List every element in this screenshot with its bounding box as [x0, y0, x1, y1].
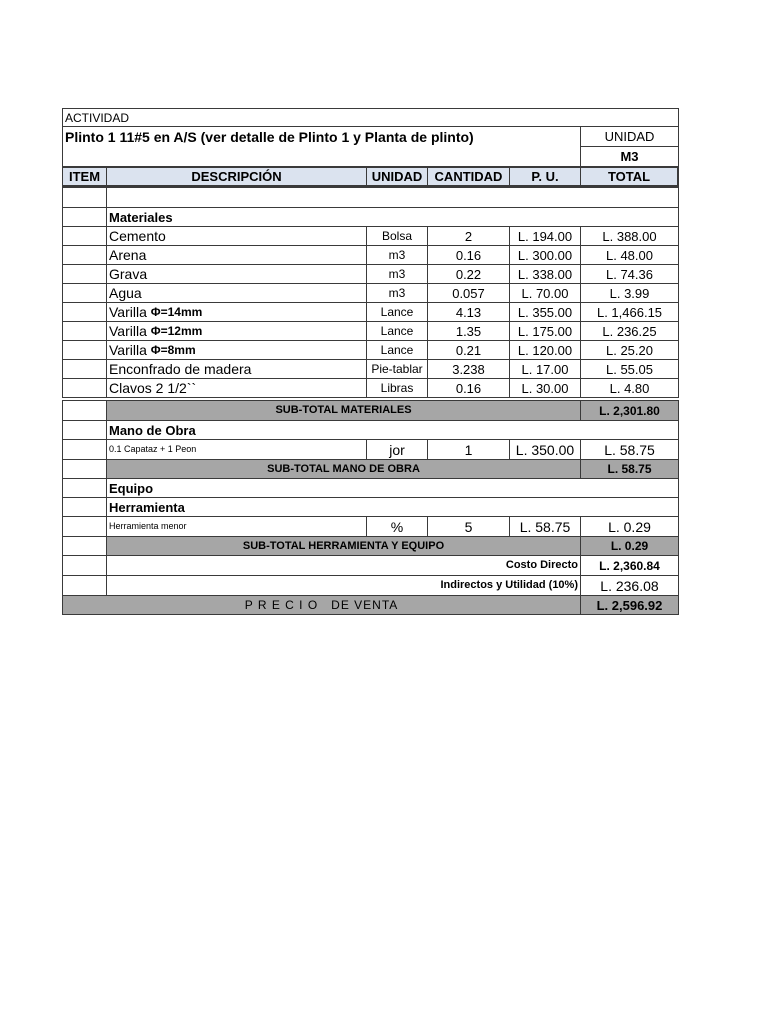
- item-cell: [62, 420, 107, 440]
- table-row: [62, 359, 679, 379]
- section-materiales: [62, 207, 679, 227]
- desc-cell: Arena: [106, 245, 367, 265]
- header-descripcion: DESCRIPCIÓN: [106, 166, 367, 187]
- header-pu: P. U.: [509, 166, 581, 187]
- indirectos-row: [62, 575, 679, 596]
- section-title: Materiales: [106, 207, 679, 227]
- costo-directo-label: Costo Directo: [106, 555, 581, 576]
- table-row: [62, 378, 679, 398]
- total-cell: L. 1,466.15: [580, 302, 679, 322]
- blank-row: [62, 187, 679, 208]
- section-herramienta: [62, 497, 679, 517]
- precio-venta-value: L. 2,596.92: [580, 595, 679, 615]
- table-row: [62, 302, 679, 322]
- pu-cell: L. 175.00: [509, 321, 581, 341]
- qty-cell: 2: [427, 226, 510, 246]
- total-cell: L. 0.29: [580, 516, 679, 537]
- total-cell: L. 388.00: [580, 226, 679, 246]
- desc-cell: [106, 302, 367, 322]
- item-cell: [62, 245, 107, 265]
- rebar-spec: Φ=12mm: [150, 324, 203, 338]
- pu-cell: L. 338.00: [509, 264, 581, 284]
- qty-cell: 1.35: [427, 321, 510, 341]
- pu-cell: L. 58.75: [509, 516, 581, 537]
- item-cell: [62, 359, 107, 379]
- costo-directo-row: [62, 555, 679, 576]
- subtotal-equipo-row: [62, 536, 679, 556]
- item-cell: [62, 536, 107, 556]
- desc-cell: 0.1 Capataz + 1 Peon: [106, 439, 367, 460]
- item-cell: [62, 321, 107, 341]
- desc-cell: Grava: [106, 264, 367, 284]
- item-cell: [62, 478, 107, 498]
- desc-cell: [106, 340, 367, 360]
- unit-cell: Libras: [366, 378, 428, 398]
- total-cell: L. 4.80: [580, 378, 679, 398]
- desc-cell: Clavos 2 1/2``: [106, 378, 367, 398]
- subtotal-value: L. 0.29: [580, 536, 679, 556]
- indirectos-value: L. 236.08: [580, 575, 679, 596]
- pu-cell: L. 355.00: [509, 302, 581, 322]
- rebar-spec: Φ=14mm: [150, 305, 203, 319]
- unit-value-row: [62, 146, 679, 167]
- qty-cell: 0.22: [427, 264, 510, 284]
- activity-title-row: [62, 126, 679, 147]
- header-unidad: UNIDAD: [366, 166, 428, 187]
- qty-cell: 0.16: [427, 378, 510, 398]
- section-title: Herramienta: [106, 497, 679, 517]
- unit-cell: Lance: [366, 340, 428, 360]
- unit-header: UNIDAD: [580, 126, 679, 147]
- desc-text: Varilla: [109, 323, 147, 339]
- desc-cell: Agua: [106, 283, 367, 303]
- costo-directo-value: L. 2,360.84: [580, 555, 679, 576]
- activity-label-row: [62, 108, 679, 127]
- total-cell: L. 25.20: [580, 340, 679, 360]
- table-row: [62, 283, 679, 303]
- qty-cell: 1: [427, 439, 510, 460]
- total-cell: L. 3.99: [580, 283, 679, 303]
- section-mano-obra: [62, 420, 679, 440]
- subtotal-mano-obra-row: [62, 459, 679, 479]
- section-title: Equipo: [106, 478, 679, 498]
- pu-cell: L. 350.00: [509, 439, 581, 460]
- precio-venta-label: P R E C I O DE VENTA: [62, 595, 581, 615]
- unit-cell: Pie-tablar: [366, 359, 428, 379]
- desc-text: Varilla: [109, 304, 147, 320]
- total-cell: L. 236.25: [580, 321, 679, 341]
- item-cell: [62, 575, 107, 596]
- indirectos-label: Indirectos y Utilidad (10%): [106, 575, 581, 596]
- subtotal-label: SUB-TOTAL HERRAMIENTA Y EQUIPO: [106, 536, 581, 556]
- unit-cell: %: [366, 516, 428, 537]
- precio-venta-row: [62, 595, 679, 615]
- item-cell: [62, 497, 107, 517]
- table-header: [62, 166, 679, 187]
- table-row: [62, 226, 679, 246]
- item-cell: [62, 459, 107, 479]
- qty-cell: 0.21: [427, 340, 510, 360]
- pu-cell: L. 17.00: [509, 359, 581, 379]
- header-cantidad: CANTIDAD: [427, 166, 510, 187]
- item-cell: [62, 226, 107, 246]
- item-cell: [62, 439, 107, 460]
- qty-cell: 0.16: [427, 245, 510, 265]
- title-spacer: [62, 146, 581, 167]
- item-cell: [62, 283, 107, 303]
- qty-cell: 4.13: [427, 302, 510, 322]
- section-title: Mano de Obra: [106, 420, 679, 440]
- item-cell: [62, 264, 107, 284]
- item-cell: [62, 340, 107, 360]
- subtotal-materiales-row: [62, 400, 679, 421]
- desc-text: Varilla: [109, 342, 147, 358]
- item-cell: [62, 187, 107, 208]
- desc-cell: Enconfrado de madera: [106, 359, 367, 379]
- item-cell: [62, 378, 107, 398]
- table-row: [62, 516, 679, 537]
- qty-cell: 3.238: [427, 359, 510, 379]
- blank-cell: [106, 187, 679, 208]
- header-total: TOTAL: [580, 166, 679, 187]
- rebar-spec: Φ=8mm: [150, 343, 196, 357]
- unit-cell: jor: [366, 439, 428, 460]
- desc-cell: [106, 321, 367, 341]
- table-row: [62, 321, 679, 341]
- item-cell: [62, 555, 107, 576]
- item-cell: [62, 302, 107, 322]
- desc-cell: Cemento: [106, 226, 367, 246]
- pu-cell: L. 120.00: [509, 340, 581, 360]
- qty-cell: 5: [427, 516, 510, 537]
- unit-cell: Lance: [366, 302, 428, 322]
- unit-cell: m3: [366, 245, 428, 265]
- activity-title: Plinto 1 11#5 en A/S (ver detalle de Plinto 1 y Planta de plinto): [62, 126, 581, 147]
- table-row: [62, 264, 679, 284]
- unit-cell: Bolsa: [366, 226, 428, 246]
- subtotal-label: SUB-TOTAL MATERIALES: [106, 400, 581, 421]
- table-row: [62, 340, 679, 360]
- subtotal-value: L. 2,301.80: [580, 400, 679, 421]
- total-cell: L. 58.75: [580, 439, 679, 460]
- section-equipo: [62, 478, 679, 498]
- table-row: [62, 439, 679, 460]
- qty-cell: 0.057: [427, 283, 510, 303]
- pu-cell: L. 194.00: [509, 226, 581, 246]
- unit-value: M3: [580, 146, 679, 167]
- pu-cell: L. 70.00: [509, 283, 581, 303]
- activity-label: ACTIVIDAD: [62, 108, 679, 127]
- unit-cell: m3: [366, 264, 428, 284]
- total-cell: L. 74.36: [580, 264, 679, 284]
- subtotal-label: SUB-TOTAL MANO DE OBRA: [106, 459, 581, 479]
- pu-cell: L. 300.00: [509, 245, 581, 265]
- header-item: ITEM: [62, 166, 107, 187]
- desc-cell: Herramienta menor: [106, 516, 367, 537]
- item-cell: [62, 400, 107, 421]
- unit-cell: m3: [366, 283, 428, 303]
- subtotal-value: L. 58.75: [580, 459, 679, 479]
- table-row: [62, 245, 679, 265]
- unit-cell: Lance: [366, 321, 428, 341]
- pu-cell: L. 30.00: [509, 378, 581, 398]
- total-cell: L. 48.00: [580, 245, 679, 265]
- total-cell: L. 55.05: [580, 359, 679, 379]
- item-cell: [62, 516, 107, 537]
- item-cell: [62, 207, 107, 227]
